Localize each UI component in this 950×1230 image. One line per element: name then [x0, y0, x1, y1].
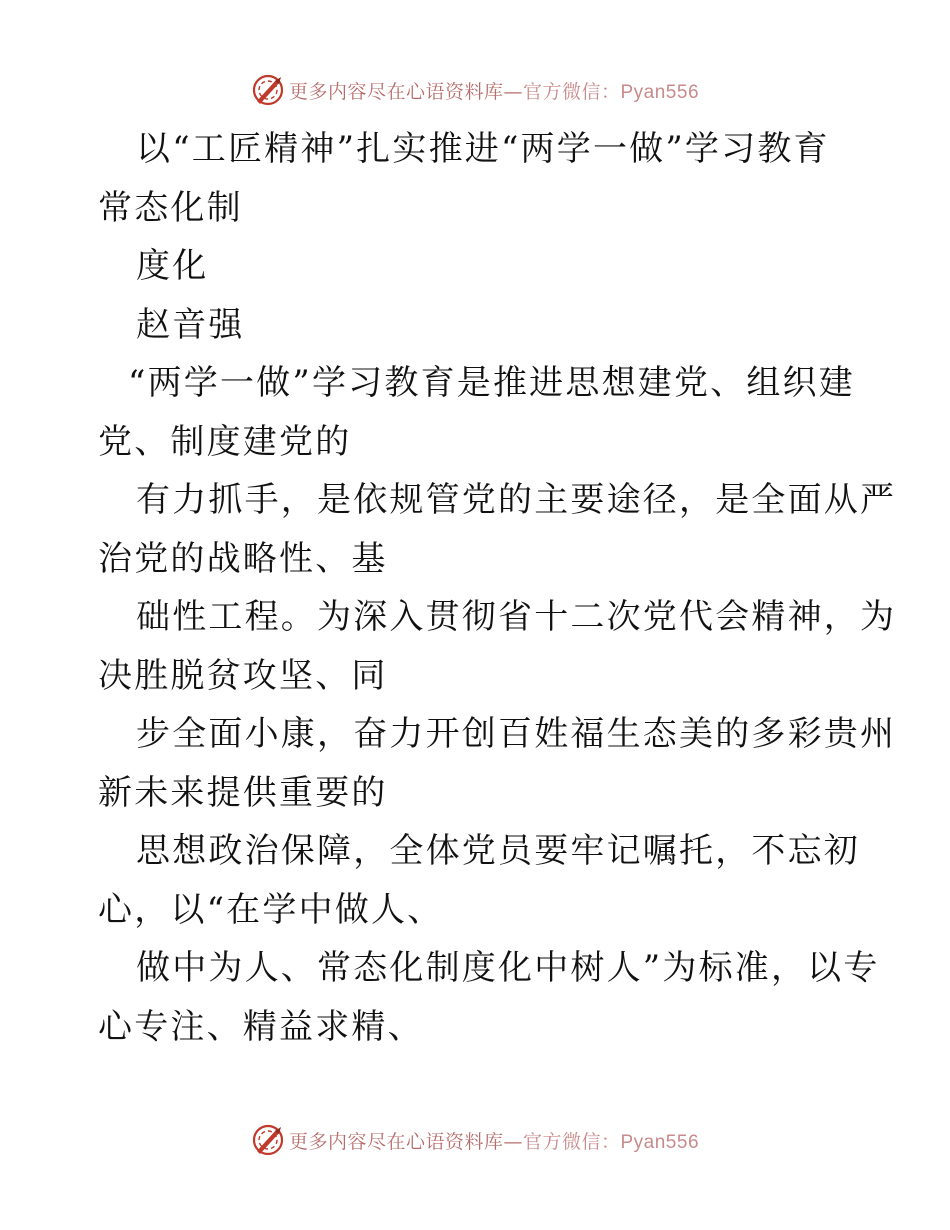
banner-wechat-id: Pyan556 [620, 81, 700, 103]
banner-wechat-id: Pyan556 [620, 1131, 700, 1153]
doc-line: 做中为人、常态化制度化中树人”为标准，以专 [136, 948, 880, 988]
doc-line: 思想政治保障，全体党员要牢记嘱托，不忘初 [136, 831, 860, 871]
quill-pen-logo-icon [251, 1123, 285, 1157]
doc-line: 决胜脱贫攻坚、同 [98, 655, 388, 696]
doc-line-title: 以“工匠精神”扎实推进“两学一做”学习教育 [136, 129, 830, 169]
banner-text [289, 77, 699, 104]
banner-site-text: 更多内容尽在心语资料库 [288, 80, 504, 103]
quill-pen-logo-icon [251, 73, 285, 107]
doc-line: 础性工程。为深入贯彻省十二次党代会精神，为 [136, 597, 897, 637]
banner-separator: — [503, 1130, 523, 1153]
banner-site-text: 更多内容尽在心语资料库 [288, 1130, 504, 1153]
doc-line: 心，以“在学中做人、 [98, 889, 444, 930]
header-banner [0, 70, 950, 110]
doc-line: 常态化制 [98, 187, 243, 228]
doc-line: 步全面小康，奋力开创百姓福生态美的多彩贵州 [136, 714, 897, 754]
banner-text [289, 1127, 699, 1154]
doc-line-author: 赵音强 [136, 304, 245, 345]
banner-wechat-label: 官方微信： [522, 1130, 621, 1153]
doc-line: 有力抓手，是依规管党的主要途径，是全面从严 [136, 480, 897, 520]
doc-line: 心专注、精益求精、 [98, 1006, 424, 1047]
doc-line: 党、制度建党的 [98, 421, 352, 462]
banner-wechat-label: 官方微信： [522, 80, 621, 103]
footer-banner [0, 1120, 950, 1160]
banner-separator: — [503, 80, 523, 103]
doc-line: “两学一做”学习教育是推进思想建党、组织建 [128, 363, 855, 403]
document-body [98, 120, 897, 1056]
doc-line: 度化 [136, 246, 209, 286]
doc-line: 治党的战略性、基 [98, 538, 388, 579]
doc-line: 新未来提供重要的 [98, 772, 388, 813]
